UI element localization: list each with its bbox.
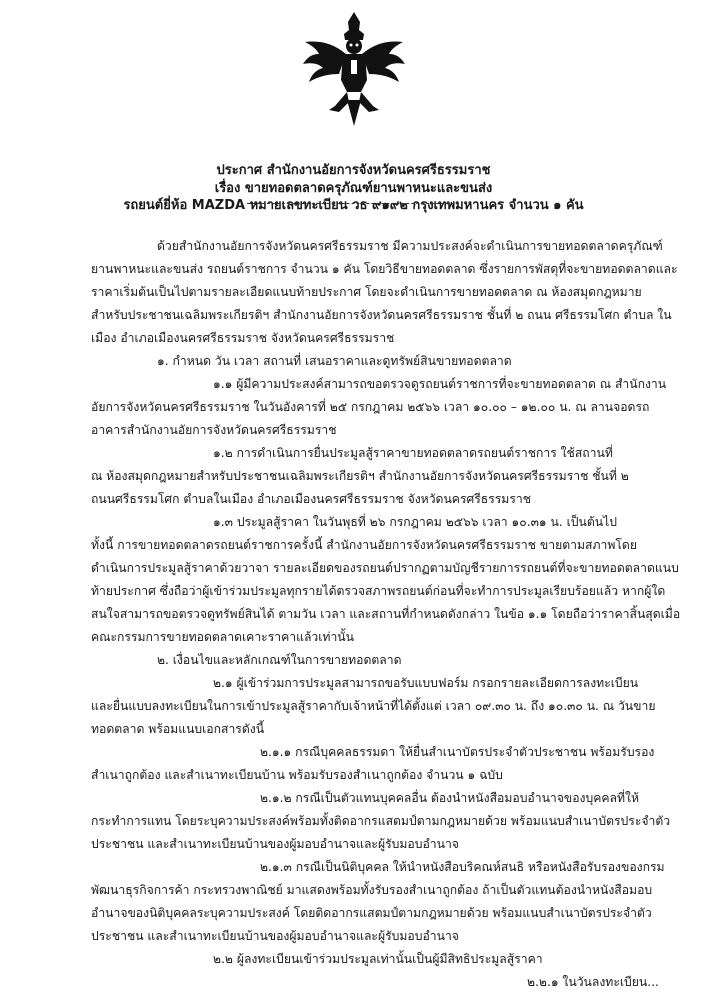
text-line: ถนนศรีธรรมโศก ตำบลในเมือง อำเภอเมืองนครศรีธรรมราช จังหวัดนครศรีธรรมราช [91,492,531,506]
text-line: ณ ห้องสมุดกฎหมายสำหรับประชาชนเฉลิมพระเกียรติฯ สำนักงานอัยการจังหวัดนครศรีธรรมราช ชั้นที่ ๒ [91,469,629,483]
announcement-item: รถยนต์ยี่ห้อ MAZDA หมายเลขทะเบียน วธ ๙๑๙๒ กรุงเทพมหานคร จำนวน ๑ คัน [123,198,584,213]
text-line: อาคารสำนักงานอัยการจังหวัดนครศรีธรรมราช [91,423,337,437]
text-line: ด้วยสำนักงานอัยการจังหวัดนครศรีธรรมราช มีความประสงค์จะดำเนินการขายทอดตลาดครุภัณฑ์ [157,239,663,253]
section-heading: ๑. กำหนด วัน เวลา สถานที่ เสนอราคาและดูทรัพย์สินขายทอดตลาด [157,354,512,368]
text-line: ๑.๓ ประมูลสู้ราคา ในวันพุธที่ ๒๖ กรกฎาคม ๒๕๖๖ เวลา ๑๐.๓๑ น. เป็นต้นไป [213,515,617,529]
text-line: ประชาชน และสำเนาทะเบียนบ้านของผู้มอบอำนาจและผู้รับมอบอำนาจ [91,929,459,943]
text-line: ทอดตลาด พร้อมแนบเอกสารดังนี้ [91,722,265,736]
text-line: อัยการจังหวัดนครศรีธรรมราช ในวันอังคารที่ ๒๕ กรกฎาคม ๒๕๖๖ เวลา ๑๐.๐๐ – ๑๒.๐๐ น. ณ ลานจอดรถ [91,400,650,414]
text-line: คณะกรรมการขายทอดตลาดเคาะราคาแล้วเท่านั้น [91,630,354,644]
continuation-note: ๒.๒.๑ ในวันลงทะเบียน... [527,975,659,989]
announcement-subject: เรื่อง ขายทอดตลาดครุภัณฑ์ยานพาหนะและขนส่ง [214,181,493,196]
text-line: ๑.๒ การดำเนินการยื่นประมูลสู้ราคาขายทอดตลาดรถยนต์ราชการ ใช้สถานที่ [213,446,613,460]
text-line: ยานพาหนะและขนส่ง รถยนต์ราชการ จำนวน ๑ คัน โดยวิธีขายทอดตลาด ซึ่งรายการพัสดุที่จะขายทอดตลาดและ [91,262,678,276]
section-heading: ๒. เงื่อนไขและหลักเกณฑ์ในการขายทอดตลาด [157,653,402,667]
text-line: พัฒนาธุรกิจการค้า กระทรวงพาณิชย์ มาแสดงพร้อมทั้งรับรองสำเนาถูกต้อง ถ้าเป็นตัวแทนต้องนำหนังสือมอบ [91,883,653,897]
text-line: ๑.๑ ผู้มีความประสงค์สามารถขอตรวจดูรถยนต์ราชการที่จะขายทอดตลาด ณ สำนักงาน [213,377,667,391]
text-line: ดำเนินการประมูลสู้ราคาด้วยวาจา รายละเอียดของรถยนต์ปรากฏตามบัญชีรายการรถยนต์ที่จะขายทอดตลาดแนบ [91,561,679,575]
announcement-title: ประกาศ สำนักงานอัยการจังหวัดนครศรีธรรมราช [216,163,491,178]
text-line: ๒.๑ ผู้เข้าร่วมการประมูลสามารถขอรับแบบฟอร์ม กรอกรายละเอียดการลงทะเบียน [213,676,639,690]
text-line: และยื่นแบบลงทะเบียนในการเข้าประมูลสู้ราคากับเจ้าหน้าที่ได้ตั้งแต่ เวลา ๐๙.๓๐ น. ถึง ๑๐.๓๐ น. ณ วันขาย [91,699,656,713]
text-line: ๒.๑.๓ กรณีเป็นนิติบุคคล ให้นำหนังสือบริคณห์สนธิ หรือหนังสือรับรองของกรม [260,860,665,874]
text-line: กระทำการแทน โดยระบุความประสงค์พร้อมทั้งติดอากรแสตมป์ตามกฎหมายด้วย พร้อมแนบสำเนาบัตรประจำตัว [91,814,671,828]
text-line: สนใจสามารถขอตรวจดูทรัพย์สินได้ ตามวัน เวลา และสถานที่กำหนดดังกล่าว ในข้อ ๑.๑ โดยถือว่าราคาสิ้นสุดเมื่อ [91,607,681,621]
text-line: ๒.๑.๑ กรณีบุคคลธรรมดา ให้ยื่นสำเนาบัตรประจำตัวประชาชน พร้อมรับรอง [260,745,655,759]
text-line: เมือง อำเภอเมืองนครศรีธรรมราช จังหวัดนครศรีธรรมราช [91,331,395,345]
text-line: ราคาเริ่มต้นเป็นไปตามรายละเอียดแนบท้ายประกาศ โดยจะดำเนินการขายทอดตลาด ณ ห้องสมุดกฎหมาย [91,285,642,299]
text-line: ๒.๒ ผู้ลงทะเบียนเข้าร่วมประมูลเท่านั้นเป็นผู้มีสิทธิประมูลสู้ราคา [213,952,543,966]
text-line: ทั้งนี้ การขายทอดตลาดรถยนต์ราชการครั้งนี้ สำนักงานอัยการจังหวัดนครศรีธรรมราช ขายตามสภาพโดย [91,538,637,552]
text-line: ๒.๑.๒ กรณีเป็นตัวแทนบุคคลอื่น ต้องนำหนังสือมอบอำนาจของบุคคลที่ให้ [260,791,640,805]
text-line: ประชาชน และสำเนาทะเบียนบ้านของผู้มอบอำนาจและผู้รับมอบอำนาจ [91,837,459,851]
text-line: ท้ายประกาศ ซึ่งถือว่าผู้เข้าร่วมประมูลทุกรายได้ตรวจสภาพรถยนต์ก่อนที่จะทำการประมูลเรียบร้อยแล้ว หากผู้ใด [91,584,666,598]
text-line: อำนาจของนิติบุคคลระบุความประสงค์ โดยติดอากรแสตมป์ตามกฎหมายด้วย พร้อมแนบสำเนาบัตรประจำตัว [91,906,652,920]
title-divider [247,203,459,204]
text-line: สำหรับประชาชนเฉลิมพระเกียรติฯ สำนักงานอัยการจังหวัดนครศรีธรรมราช ชั้นที่ ๒ ถนน ศรีธรรมโศก ตำบล ใน [91,308,672,322]
text-line: สำเนาถูกต้อง และสำเนาทะเบียนบ้าน พร้อมรับรองสำเนาถูกต้อง จำนวน ๑ ฉบับ [91,768,503,782]
garuda-emblem-icon [299,10,409,130]
